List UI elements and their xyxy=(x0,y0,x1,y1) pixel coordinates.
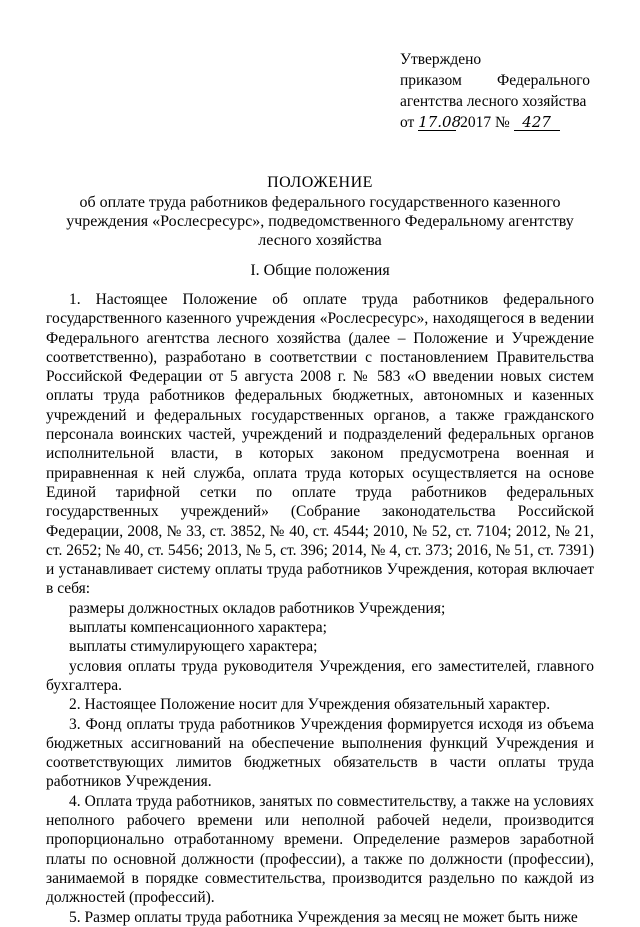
approval-date-day: 17.08 xyxy=(418,113,462,131)
approval-date-year: 2017 № xyxy=(460,114,510,131)
list-item: выплаты стимулирующего характера; xyxy=(69,638,318,656)
approval-order-number: 427 xyxy=(514,114,560,131)
paragraph-3: 3. Фонд оплаты труда работников Учреждения формируется исходя из объема бюджетных ассигнований на обеспечение выполнения функций Учреждения и соответствующих лимитов бюджетных обязательств в части оплаты труда работников Учреждения. xyxy=(46,715,594,791)
approval-order-word: приказом xyxy=(400,72,462,89)
subtitle-line: лесного хозяйства xyxy=(258,232,382,249)
approval-order-line xyxy=(400,70,590,91)
paragraph-4: 4. Оплата труда работников, занятых по совместительству, а также на условиях неполного рабочего времени или неполной рабочей недели, производится пропорционально отработанному времени. Определение размеров заработной платы по основной должности (профессии), а также по должности (профессии), занимаемой в порядке совместительства, производится раздельно по каждой из должностей (профессий). xyxy=(46,792,594,907)
list-item: выплаты компенсационного характера; xyxy=(69,619,327,637)
list-item: условия оплаты труда руководителя Учреждения, его заместителей, главного бухгалтера. xyxy=(46,657,594,694)
approval-label: Утверждено xyxy=(400,51,482,68)
paragraph-2: 2. Настоящее Положение носит для Учреждения обязательный характер. xyxy=(69,696,551,714)
approval-stamp xyxy=(400,49,590,133)
document-subtitle xyxy=(0,193,640,250)
document-body xyxy=(46,290,594,927)
section-heading: I. Общие положения xyxy=(250,262,390,279)
paragraph-1: 1. Настоящее Положение об оплате труда работников федерального государственного казенного учреждения «Рослесресурс», находящегося в ведении Федерального агентства лесного хозяйства (далее – Положение и Учреждение соответственно), разработано в соответствии с постановлением Правительства Российской Федерации от 5 августа 2008 г. № 583 «О введении новых систем оплаты труда работников федеральных бюджетных, автономных и казенных учреждений и федеральных государственных органов, а также гражданского персонала воинских частей, учреждений и подразделений федеральных органов исполнительной власти, в которых законом предусмотрена военная и приравненная к ней служба, оплата труда которых осуществляется на основе Единой тарифной сетки по оплате труда работников федеральных государственных учреждений» (Собрание законодательства Российской Федерации, 2008, № 33, ст. 3852, № 40, ст. 4544; 2010, № 52, ст. 7104; 2012, № 21, ст. 2652; № 40, ст. 5456; 2013, № 5, ст. 396; 2014, № 4, ст. 373; 2016, № 51, ст. 7391) и устанавливает систему оплаты труда работников Учреждения, которая включает в себя: xyxy=(46,291,594,598)
list-item: размеры должностных окладов работников Учреждения; xyxy=(69,599,446,617)
approval-agency: агентства лесного хозяйства xyxy=(400,93,587,110)
document-title: ПОЛОЖЕНИЕ xyxy=(267,174,373,191)
paragraph-5: 5. Размер оплаты труда работника Учреждения за месяц не может быть ниже xyxy=(69,908,578,926)
approval-date-line xyxy=(400,112,590,133)
subtitle-line: об оплате труда работников федерального государственного казенного xyxy=(79,194,561,211)
approval-date-prefix: от xyxy=(400,114,415,131)
approval-federal-word: Федерального xyxy=(496,72,590,89)
subtitle-line: учреждения «Рослесресурс», подведомственного Федеральному агентству xyxy=(66,213,574,230)
